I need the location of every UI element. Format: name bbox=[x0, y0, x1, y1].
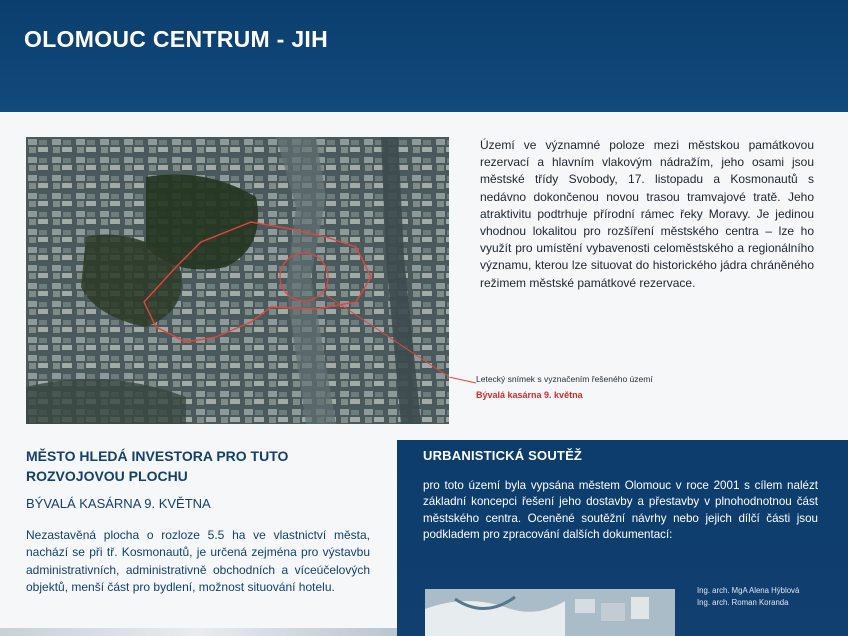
competition-text: pro toto území byla vypsána městem Olomouc v roce 2001 s cílem nalézt základní koncepci řešení jeho dostavby a přestavby v plnohodnotnou část městského centra. Oceněné soutěžní návrhy nebo jejich dílčí části jsou podkladem pro zpracování dalších dokumentací: bbox=[423, 479, 818, 542]
page-title: OLOMOUC CENTRUM - JIH bbox=[24, 26, 329, 52]
intro-text: Území ve významné poloze mezi městskou památkovou rezervací a hlavním vlakovým nádražím, jeho osami jsou městské třídy Svobody, 17. listopadu a Kosmonautů s nedávno dokončenou novou trasou tramvajové tratě. Jeho atraktivitu podtrhuje přírodní rámec řeky Moravy. Je jedinou vhodnou lokalitou pro rozšíření městského centra – lze ho využít pro umístění vybavenosti celoměstského a regionálního významu, kterou lze situovat do historického jádra chráněného režimem městské památkové rezervace. bbox=[480, 138, 814, 290]
credit-2: Ing. arch. Roman Koranda bbox=[697, 598, 789, 607]
competition-panel bbox=[397, 440, 848, 636]
site-subheading: BÝVALÁ KASÁRNA 9. KVĚTNA bbox=[26, 496, 211, 511]
photo-caption: Letecký snímek s vyznačením řešeného území bbox=[476, 374, 653, 384]
site-description: Nezastavěná plocha o rozloze 5.5 ha ve vlastnictví města, nachází se při tř. Kosmonautů, je určená zejména pro výstavbu administrativních, administrativně obchodních a víceúčelových objektů, menší část pro bydlení, možnost situování hotelu. bbox=[26, 528, 370, 595]
plan-graphic bbox=[425, 589, 675, 636]
pointer-line-extension bbox=[449, 377, 479, 387]
photo-label: Bývalá kasárna 9. května bbox=[476, 390, 583, 400]
investor-heading: MĚSTO HLEDÁ INVESTORA PRO TUTO ROZVOJOVOU PLOCHU bbox=[26, 448, 289, 484]
competition-title: URBANISTICKÁ SOUTĚŽ bbox=[423, 448, 583, 463]
bottom-image-strip bbox=[0, 628, 397, 636]
credit-1: Ing. arch. MgA Alena Hýblová bbox=[697, 586, 800, 595]
header-banner bbox=[0, 0, 848, 112]
competition-plan-image bbox=[425, 589, 675, 636]
aerial-photo bbox=[26, 137, 449, 424]
aerial-photo-graphic bbox=[26, 137, 449, 424]
